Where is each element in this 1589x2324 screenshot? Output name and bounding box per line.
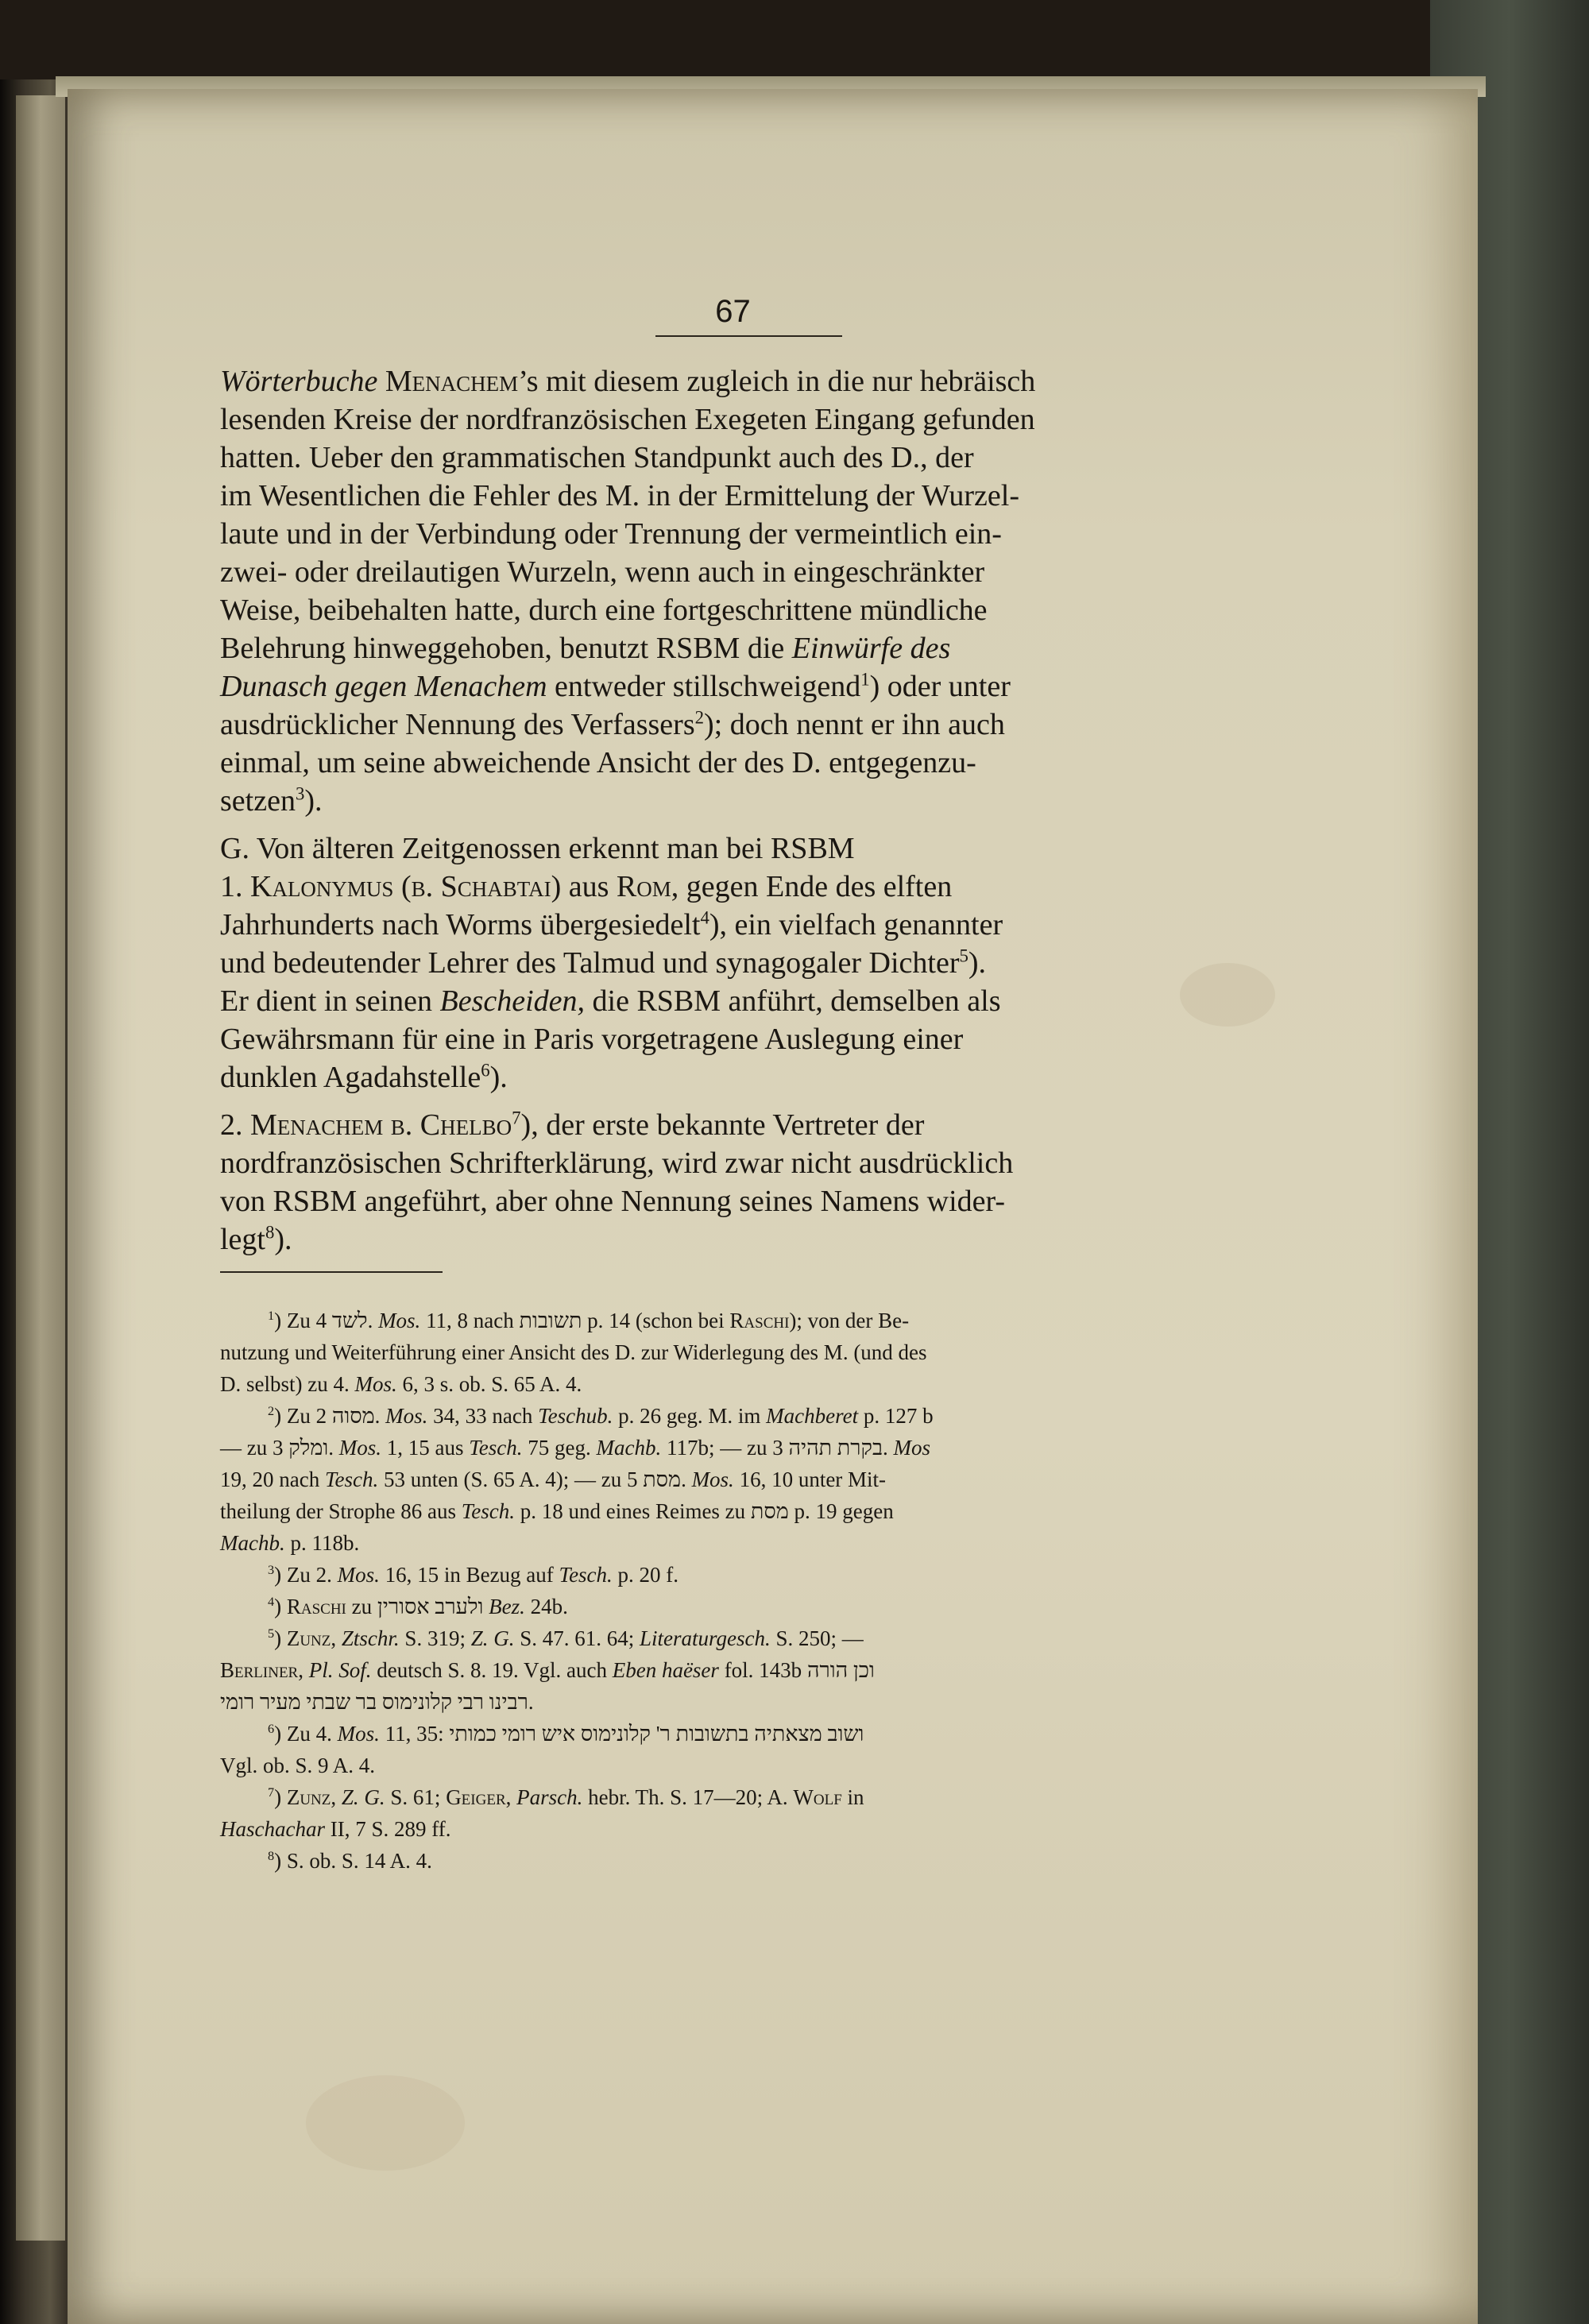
text-segment: — zu ומלק 3. bbox=[220, 1436, 339, 1460]
text-segment: Ztschr. bbox=[341, 1626, 400, 1650]
text-segment: 11, 8 nach תשובות p. 14 (schon bei bbox=[420, 1309, 730, 1332]
text-segment: 5 bbox=[959, 945, 968, 966]
text-segment: zwei- oder dreilautigen Wurzeln, wenn auch in eingeschränkter bbox=[220, 555, 985, 589]
footnote-line bbox=[268, 1560, 679, 1589]
text-segment: von RSBM angeführt, aber ohne Nennung seines Namens wider- bbox=[220, 1185, 1006, 1218]
text-segment: ). bbox=[304, 784, 323, 818]
text-line bbox=[220, 706, 1005, 743]
text-segment: , bbox=[298, 1658, 309, 1682]
text-line bbox=[220, 1059, 508, 1096]
text-segment: b. Schabtai bbox=[411, 870, 551, 903]
text-line bbox=[220, 401, 1035, 438]
text-segment: S. 47. 61. 64; bbox=[514, 1626, 640, 1650]
left-page-strip bbox=[16, 95, 65, 2241]
text-segment: Tesch. bbox=[469, 1436, 523, 1460]
text-segment: 3 bbox=[295, 783, 305, 804]
footnote-line bbox=[268, 1624, 864, 1653]
text-segment: ), der erste bekannte Vertreter der bbox=[520, 1108, 925, 1142]
page-stain bbox=[1180, 963, 1275, 1027]
footnote-divider bbox=[220, 1271, 443, 1273]
page-number-rule bbox=[655, 335, 842, 337]
text-line bbox=[220, 554, 984, 590]
text-segment: p. 18 und eines Reimes zu מסת p. 19 gegen bbox=[514, 1499, 894, 1523]
text-line bbox=[220, 1145, 1013, 1181]
text-segment: hatten. Ueber den grammatischen Standpunkt auch des D., der bbox=[220, 441, 974, 474]
text-segment: 1, 15 aus bbox=[381, 1436, 470, 1460]
text-segment: 75 geg. bbox=[522, 1436, 597, 1460]
text-segment: 11, 35: ושוב מצאתיה בתשובות ר' קלונימוס איש רומי כמותי bbox=[379, 1722, 864, 1746]
text-segment: Tesch. bbox=[461, 1499, 515, 1523]
text-segment: lesenden Kreise der nordfranzösischen Exegeten Eingang gefunden bbox=[220, 403, 1035, 436]
text-segment: Vgl. ob. S. 9 A. 4. bbox=[220, 1754, 376, 1777]
text-line bbox=[220, 516, 1002, 552]
footnote-line bbox=[268, 1306, 909, 1335]
text-segment: p. 118b. bbox=[284, 1531, 360, 1555]
page-number: 67 bbox=[715, 294, 751, 329]
text-segment: 16, 10 unter Mit- bbox=[733, 1467, 887, 1491]
footnote-line bbox=[220, 1815, 450, 1843]
text-segment: zu ולערב אסורין bbox=[346, 1595, 489, 1618]
footnote-line bbox=[220, 1656, 875, 1684]
text-segment: Raschi bbox=[729, 1309, 790, 1332]
text-segment: 53 unten (S. 65 A. 4); — zu מסת 5. bbox=[378, 1467, 692, 1491]
text-segment: ). bbox=[274, 1223, 292, 1256]
text-segment: 7 bbox=[268, 1785, 275, 1800]
text-segment: Geiger bbox=[446, 1785, 506, 1809]
text-segment: Gewährsmann für eine in Paris vorgetragene Auslegung einer bbox=[220, 1023, 964, 1056]
text-segment: 8 bbox=[265, 1222, 275, 1243]
text-segment: p. 20 f. bbox=[612, 1563, 679, 1587]
text-segment: Mos. bbox=[337, 1722, 380, 1746]
text-segment: , bbox=[331, 1626, 342, 1650]
text-segment: 117b; — zu בקרת תהיה 3. bbox=[661, 1436, 894, 1460]
text-segment: 7 bbox=[512, 1108, 521, 1128]
text-segment: ) Zu לשד 4. bbox=[274, 1309, 379, 1332]
text-segment: Mos bbox=[893, 1436, 930, 1460]
text-segment: einmal, um seine abweichende Ansicht der des D. entgegenzu- bbox=[220, 746, 976, 779]
text-segment: p. 26 geg. M. im bbox=[613, 1404, 767, 1428]
text-segment: Belehrung hinweggehoben, benutzt RSBM die bbox=[220, 632, 792, 665]
text-segment: Mos. bbox=[378, 1309, 421, 1332]
text-segment: ( bbox=[393, 870, 412, 903]
text-segment: deutsch S. 8. 19. Vgl. auch bbox=[371, 1658, 613, 1682]
text-segment: Haschachar bbox=[220, 1817, 325, 1841]
footnote-line bbox=[220, 1497, 894, 1525]
text-segment: 2 bbox=[268, 1404, 275, 1418]
text-segment: laute und in der Verbindung oder Trennung der vermeintlich ein- bbox=[220, 517, 1002, 551]
text-segment: 6, 3 s. ob. S. 65 A. 4. bbox=[396, 1372, 582, 1396]
text-segment: Teschub. bbox=[538, 1404, 613, 1428]
text-segment: nutzung und Weiterführung einer Ansicht des D. zur Widerlegung des M. (und des bbox=[220, 1340, 927, 1364]
text-segment: Wolf bbox=[793, 1785, 842, 1809]
text-segment: 8 bbox=[268, 1849, 275, 1863]
text-segment: Menachem bbox=[385, 365, 519, 398]
text-segment: 4 bbox=[268, 1595, 275, 1609]
footnote-line bbox=[268, 1846, 432, 1875]
text-line bbox=[220, 668, 1011, 705]
text-segment: Dunasch gegen Menachem bbox=[220, 670, 547, 703]
text-segment: Kalonymus bbox=[250, 870, 394, 903]
text-segment: Mos. bbox=[385, 1404, 428, 1428]
text-segment: nordfranzösischen Schrifterklärung, wird zwar nicht ausdrücklich bbox=[220, 1147, 1014, 1180]
text-segment: 1 bbox=[268, 1309, 275, 1323]
text-segment: II, 7 S. 289 ff. bbox=[324, 1817, 451, 1841]
text-segment: , bbox=[505, 1785, 517, 1809]
text-segment: ) Zu 2. bbox=[274, 1563, 338, 1587]
text-segment: S. 250; — bbox=[770, 1626, 864, 1650]
footnote-line bbox=[268, 1402, 934, 1430]
text-segment: ) bbox=[274, 1626, 287, 1650]
text-segment: in bbox=[841, 1785, 864, 1809]
text-segment: ausdrücklicher Nennung des Verfassers bbox=[220, 708, 695, 741]
text-segment: Parsch. bbox=[516, 1785, 583, 1809]
footnote-line bbox=[220, 1688, 534, 1716]
text-segment: Raschi bbox=[286, 1595, 346, 1618]
text-line bbox=[220, 868, 952, 905]
text-segment: ). bbox=[968, 946, 987, 980]
text-segment: D. selbst) zu 4. bbox=[220, 1372, 355, 1396]
text-segment: ); von der Be- bbox=[789, 1309, 910, 1332]
text-line bbox=[220, 478, 1019, 514]
text-segment: 2 bbox=[694, 707, 705, 728]
text-segment: 3 bbox=[268, 1563, 275, 1577]
text-segment: Berliner bbox=[220, 1658, 299, 1682]
text-line bbox=[220, 1021, 963, 1058]
text-segment: Mos. bbox=[354, 1372, 397, 1396]
text-segment: 6 bbox=[268, 1722, 275, 1736]
text-segment: S. 319; bbox=[399, 1626, 471, 1650]
footnote-line bbox=[268, 1783, 864, 1812]
footnote-line bbox=[220, 1529, 359, 1557]
text-segment: G. Von älteren Zeitgenossen erkennt man bei RSBM bbox=[220, 832, 855, 865]
text-line bbox=[220, 783, 323, 819]
text-segment: legt bbox=[220, 1223, 265, 1256]
text-segment: ) aus bbox=[551, 870, 617, 903]
text-segment bbox=[377, 365, 385, 398]
text-segment: Machb. bbox=[220, 1531, 285, 1555]
text-segment: ) Zu 4. bbox=[274, 1722, 338, 1746]
text-segment: Weise, beibehalten hatte, durch eine fortgeschrittene mündliche bbox=[220, 594, 988, 627]
text-segment: p. 127 b bbox=[858, 1404, 934, 1428]
text-line bbox=[220, 945, 986, 981]
footnote-line bbox=[220, 1465, 886, 1494]
text-segment: Er dient in seinen bbox=[220, 984, 440, 1018]
text-segment: ) bbox=[274, 1595, 287, 1618]
footnote-line bbox=[220, 1433, 930, 1462]
text-segment: S. 61; bbox=[385, 1785, 447, 1809]
text-line bbox=[220, 1183, 1005, 1220]
text-segment: Z. G. bbox=[470, 1626, 515, 1650]
text-segment: Eben haëser bbox=[612, 1658, 719, 1682]
text-line bbox=[220, 744, 976, 781]
text-segment: entweder stillschweigend bbox=[547, 670, 861, 703]
text-segment: ). bbox=[489, 1061, 508, 1094]
text-segment: im Wesentlichen die Fehler des M. in der Ermittelung der Wurzel- bbox=[220, 479, 1019, 512]
text-segment: setzen bbox=[220, 784, 296, 818]
text-segment: Machb. bbox=[596, 1436, 662, 1460]
text-segment: 4 bbox=[700, 907, 709, 928]
text-segment: 1 bbox=[860, 669, 870, 690]
text-segment: dunklen Agadahstelle bbox=[220, 1061, 481, 1094]
text-segment: Mos. bbox=[691, 1467, 734, 1491]
text-line bbox=[220, 907, 1003, 943]
text-segment: Bez. bbox=[489, 1595, 525, 1618]
text-segment: Bescheiden, bbox=[439, 984, 586, 1018]
text-line bbox=[220, 830, 855, 867]
text-segment: 24b. bbox=[524, 1595, 568, 1618]
text-segment: 34, 33 nach bbox=[427, 1404, 539, 1428]
text-segment: ) bbox=[274, 1785, 287, 1809]
text-segment: fol. 143b וכן הורה bbox=[718, 1658, 875, 1682]
footnote-line bbox=[220, 1751, 375, 1780]
text-segment: hebr. Th. S. 17—20; A. bbox=[582, 1785, 794, 1809]
text-segment: 5 bbox=[268, 1626, 275, 1641]
book-page bbox=[68, 89, 1478, 2324]
footnote-line bbox=[268, 1719, 864, 1748]
text-segment: Rom bbox=[616, 870, 671, 903]
footnote-line bbox=[268, 1592, 568, 1621]
text-segment: ); doch nennt er ihn auch bbox=[704, 708, 1005, 741]
text-segment: Jahrhunderts nach Worms übergesiedelt bbox=[220, 908, 701, 942]
footnote-line bbox=[220, 1338, 927, 1367]
text-segment: 2. bbox=[220, 1108, 250, 1142]
page-stain bbox=[306, 2075, 465, 2171]
text-segment: ’s mit diesem zugleich in die nur hebräisch bbox=[518, 365, 1036, 398]
text-segment: ), ein vielfach genannter bbox=[709, 908, 1003, 942]
text-segment: ) oder unter bbox=[869, 670, 1011, 703]
text-segment: Mos. bbox=[338, 1436, 381, 1460]
text-segment: Zunz bbox=[286, 1626, 331, 1650]
text-segment: 16, 15 in Bezug auf bbox=[379, 1563, 559, 1587]
text-segment: רבינו רבי קלונימוס בר שבתי מעיר רומי. bbox=[220, 1690, 534, 1714]
text-line bbox=[220, 630, 950, 667]
text-line bbox=[220, 363, 1035, 400]
footnote-line bbox=[220, 1370, 582, 1398]
text-segment: 19, 20 nach bbox=[220, 1467, 325, 1491]
text-line bbox=[220, 1221, 292, 1258]
text-segment: theilung der Strophe 86 aus bbox=[220, 1499, 462, 1523]
text-segment: Z. G. bbox=[341, 1785, 385, 1809]
text-segment: Pl. Sof. bbox=[308, 1658, 372, 1682]
text-segment: Zunz bbox=[286, 1785, 331, 1809]
text-line bbox=[220, 439, 974, 476]
text-segment: 6 bbox=[481, 1060, 490, 1081]
text-line bbox=[220, 592, 988, 628]
text-segment: 1. bbox=[220, 870, 250, 903]
text-segment: und bedeutender Lehrer des Talmud und synagogaler Dichter bbox=[220, 946, 960, 980]
text-segment: Einwürfe des bbox=[791, 632, 951, 665]
text-line bbox=[220, 1107, 924, 1143]
text-segment: Literaturgesch. bbox=[640, 1626, 771, 1650]
text-segment: Mos. bbox=[337, 1563, 380, 1587]
text-segment: Machberet bbox=[766, 1404, 859, 1428]
text-segment: Wörterbuche bbox=[220, 365, 378, 398]
text-segment: ) Zu מסוה 2. bbox=[274, 1404, 386, 1428]
text-segment: Tesch. bbox=[559, 1563, 613, 1587]
text-segment: die RSBM anführt, demselben als bbox=[585, 984, 1001, 1018]
text-line bbox=[220, 983, 1001, 1019]
text-segment: , gegen Ende des elften bbox=[671, 870, 953, 903]
text-segment: Menachem b. Chelbo bbox=[250, 1108, 512, 1142]
text-segment: , bbox=[331, 1785, 342, 1809]
text-segment: Tesch. bbox=[324, 1467, 379, 1491]
text-segment: ) S. ob. S. 14 A. 4. bbox=[274, 1849, 432, 1873]
